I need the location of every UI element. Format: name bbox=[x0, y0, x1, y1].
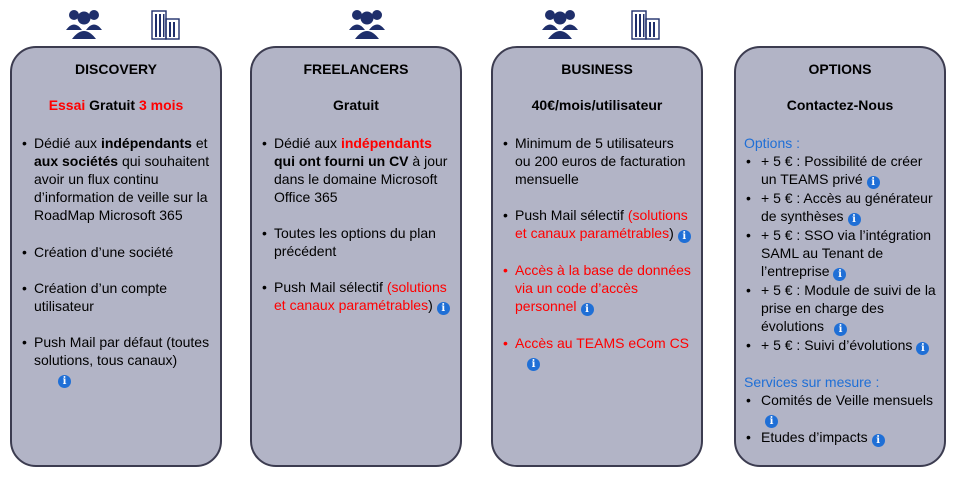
service-item: • Comités de Veille mensuelsi bbox=[744, 391, 938, 428]
price-text: Gratuit bbox=[85, 97, 139, 113]
plan-price: 40€/mois/utilisateur bbox=[531, 97, 663, 113]
plan-price: Gratuit bbox=[333, 97, 379, 113]
option-item: • + 5 € : Suivi d’évolutions i bbox=[744, 336, 938, 355]
users-icon bbox=[540, 6, 580, 40]
plan-title: BUSINESS bbox=[561, 61, 633, 77]
plan-card-options[interactable] bbox=[734, 46, 946, 467]
options-section bbox=[744, 134, 938, 355]
info-icon[interactable]: i bbox=[58, 375, 71, 388]
feature-item: • Création d’une société bbox=[22, 243, 212, 261]
feature-item: • Toutes les options du plan précédent bbox=[262, 224, 452, 260]
feature-list bbox=[503, 134, 693, 389]
users-icon bbox=[64, 6, 104, 40]
info-icon[interactable]: i bbox=[848, 213, 861, 226]
info-icon[interactable]: i bbox=[678, 230, 691, 243]
feature-list bbox=[22, 134, 212, 406]
price-highlight: Essai bbox=[48, 97, 86, 113]
feature-item: • Création d’un compte utilisateur bbox=[22, 279, 212, 315]
plan-card-discovery[interactable] bbox=[10, 46, 222, 467]
feature-item: • Dédié aux indépendants et aux sociétés qui souhaitent avoir un flux continu d’information de veille sur la RoadMap Microsoft 365 bbox=[22, 134, 212, 224]
feature-item: • Minimum de 5 utilisateurs ou 200 euros de facturation mensuelle bbox=[503, 134, 693, 188]
info-icon[interactable]: i bbox=[833, 268, 846, 281]
plan-title: FREELANCERS bbox=[303, 61, 409, 77]
building-icon bbox=[630, 6, 662, 40]
feature-item: • Push Mail sélectif (solutions et canaux paramétrables) i bbox=[503, 206, 693, 243]
info-icon[interactable]: i bbox=[437, 302, 450, 315]
feature-item: • Accès à la base de données via un code d’accès personnel i bbox=[503, 261, 693, 316]
feature-item: • Dédié aux indépendants qui ont fourni un CV à jour dans le domaine Microsoft Office 365 bbox=[262, 134, 452, 206]
info-icon[interactable]: i bbox=[916, 342, 929, 355]
price-highlight: 3 mois bbox=[138, 97, 184, 113]
services-label: Services sur mesure : bbox=[744, 374, 880, 390]
info-icon[interactable]: i bbox=[867, 176, 880, 189]
plan-price: Contactez-Nous bbox=[786, 97, 894, 113]
option-item: • + 5 € : Module de suivi de la prise en charge des évolutions i bbox=[744, 281, 938, 336]
plan-card-business[interactable] bbox=[491, 46, 703, 467]
option-item: • + 5 € : Accès au générateur de synthèses i bbox=[744, 189, 938, 226]
plan-title: OPTIONS bbox=[808, 61, 872, 77]
service-item: • Etudes d’impacts i bbox=[744, 428, 938, 447]
users-icon bbox=[347, 6, 387, 40]
services-list bbox=[744, 391, 938, 447]
option-item: • + 5 € : Possibilité de créer un TEAMS privé i bbox=[744, 152, 938, 189]
info-icon[interactable]: i bbox=[872, 434, 885, 447]
feature-item: • Accès au TEAMS eCom CSi bbox=[503, 334, 693, 371]
info-icon[interactable]: i bbox=[834, 323, 847, 336]
options-label: Options : bbox=[744, 135, 801, 151]
options-list bbox=[744, 152, 938, 355]
plan-title: DISCOVERY bbox=[75, 61, 157, 77]
feature-item: • Push Mail sélectif (solutions et canaux paramétrables) i bbox=[262, 278, 452, 315]
plan-price bbox=[12, 97, 220, 113]
feature-list bbox=[262, 134, 452, 333]
feature-item: • Push Mail par défaut (toutes solutions, tous canaux)i bbox=[22, 333, 212, 388]
info-icon[interactable]: i bbox=[527, 358, 540, 371]
services-section bbox=[744, 373, 938, 447]
info-icon[interactable]: i bbox=[581, 303, 594, 316]
building-icon bbox=[150, 6, 182, 40]
info-icon[interactable]: i bbox=[765, 415, 778, 428]
option-item: • + 5 € : SSO via l’intégration SAML au Tenant de l’entreprise i bbox=[744, 226, 938, 281]
plan-card-freelancers[interactable] bbox=[250, 46, 462, 467]
